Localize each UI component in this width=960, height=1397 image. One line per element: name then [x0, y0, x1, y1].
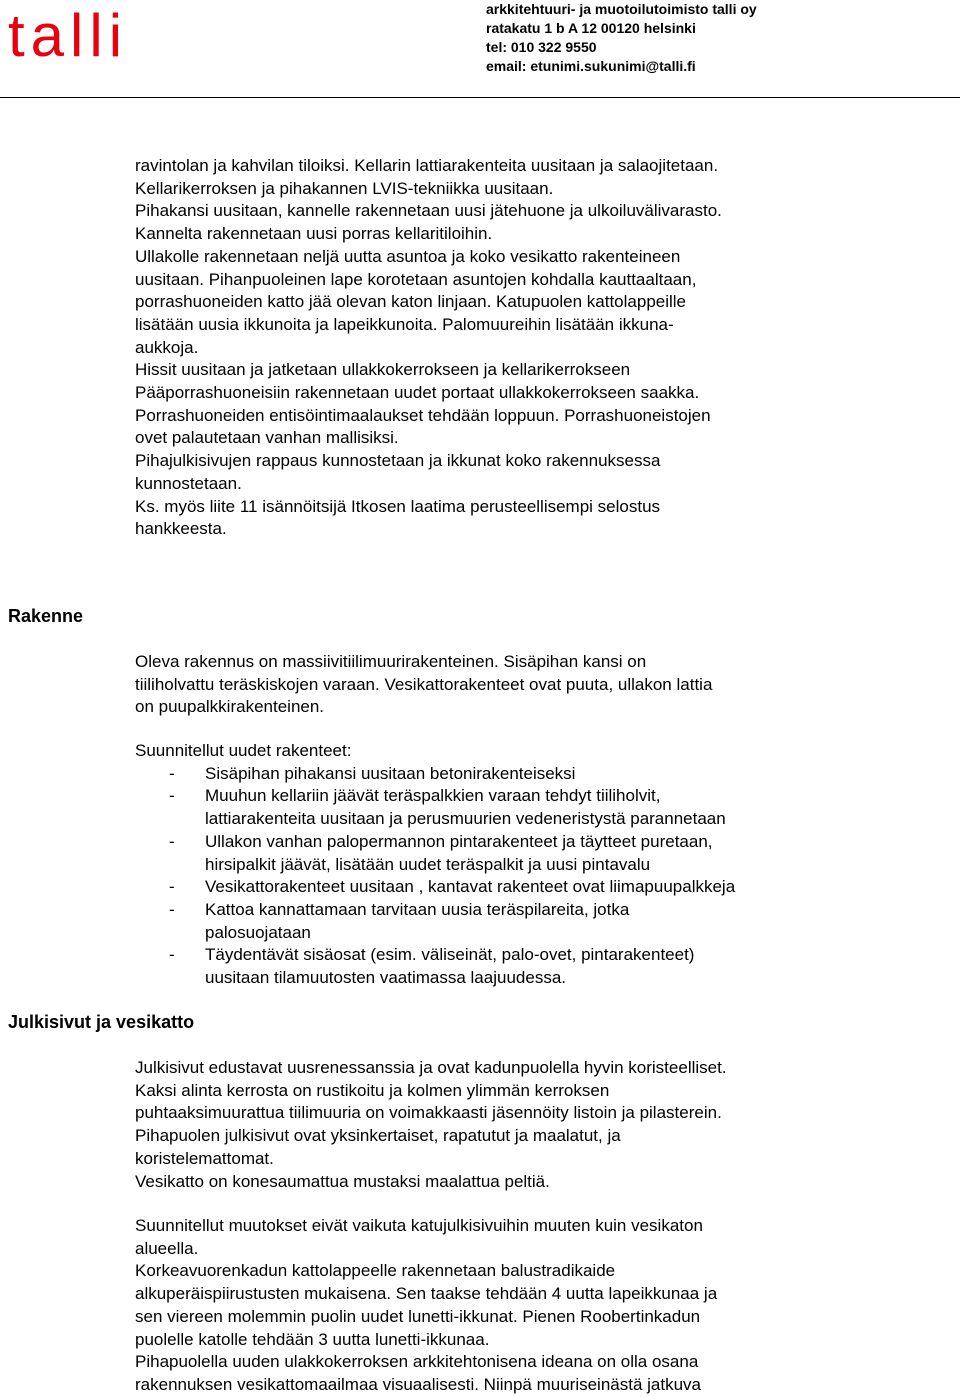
list-item	[135, 763, 950, 786]
text-line: koristelemattomat.	[135, 1148, 274, 1168]
text-line: Hissit uusitaan ja jatketaan ullakkokerrokseen ja kellarikerrokseen	[135, 360, 631, 380]
planned-structures	[135, 740, 950, 990]
text-line: porrashuoneiden katto jää olevan katon linjaan. Katupuolen kattolappeille	[135, 292, 687, 312]
list-item-line: Kattoa kannattamaan tarvitaan uusia teräspilareita, jotka	[205, 899, 630, 919]
text-line: Vesikatto on konesaumattua mustaksi maalattua peltiä.	[135, 1171, 550, 1191]
text-line: puhtaaksimuurattua tiilimuuria on voimakkaasti jäsennöity listoin ja pilasterein.	[135, 1103, 722, 1123]
text-line: ravintolan ja kahvilan tiloiksi. Kellarin lattiarakenteita uusitaan ja salaojitetaan.	[135, 156, 719, 175]
text-line: Korkeavuorenkadun kattolappeelle rakennetaan balustradikaide	[135, 1261, 616, 1281]
list-item-line: Vesikattorakenteet uusitaan , kantavat rakenteet ovat liimapuupalkkeja	[205, 877, 736, 897]
list-item-line: palosuojataan	[205, 922, 311, 942]
text-line: Pihapuolella uuden ulakkokerroksen arkkitehtonisena ideana on olla osana	[135, 1352, 699, 1372]
text-line: tiiliholvattu teräskiskojen varaan. Vesikattorakenteet ovat puuta, ullakon lattia	[135, 674, 713, 694]
list-dash: -	[169, 899, 175, 919]
text-line: rakennuksen vesikattomaailmaa visuaalisesti. Niinpä muuriseinästä jatkuva	[135, 1374, 701, 1394]
text-line: alueella.	[135, 1238, 199, 1258]
company-address: ratakatu 1 b A 12 00120 helsinki	[486, 20, 696, 36]
text-line: ovet palautetaan vanhan mallisiksi.	[135, 428, 399, 448]
list-dash: -	[169, 945, 175, 965]
list-item-line: uusitaan tilamuutosten vaatimassa laajuudessa.	[205, 968, 566, 988]
text-line: uusitaan. Pihanpuoleinen lape korotetaan asuntojen kohdalla kauttaaltaan,	[135, 269, 697, 289]
list-item	[135, 899, 950, 944]
text-line: Ks. myös liite 11 isännöitsijä Itkosen laatima perusteellisempi selostus	[135, 496, 661, 516]
text-line: Porrashuoneiden entisöintimaalaukset tehdään loppuun. Porrashuoneistojen	[135, 405, 711, 425]
text-line: Julkisivut edustavat uusrenessanssia ja ovat kadunpuolella hyvin koristeelliset.	[135, 1058, 727, 1077]
list-item-line: Ullakon vanhan palopermannon pintarakenteet ja täytteet puretaan,	[205, 831, 713, 851]
list-dash: -	[169, 877, 175, 897]
company-name: arkkitehtuuri- ja muotoilutoimisto talli oy	[486, 1, 757, 17]
list-item	[135, 944, 950, 989]
list-item-line: Sisäpihan pihakansi uusitaan betonirakenteiseksi	[205, 763, 576, 783]
text-line: Suunnitellut muutokset eivät vaikuta katujulkisivuihin muuten kuin vesikaton	[135, 1216, 703, 1235]
list-item-line: hirsipalkit jäävät, lisätään uudet teräspalkit ja uusi pintavalu	[205, 854, 651, 874]
text-line: Pääporrashuoneisiin rakennetaan uudet portaat ullakkokerrokseen saakka.	[135, 383, 700, 403]
section-heading-rakenne: Rakenne	[8, 606, 84, 626]
text-line: Ullakolle rakennetaan neljä uutta asuntoa ja koko vesikatto rakenteineen	[135, 246, 681, 266]
text-line: Kaksi alinta kerrosta on rustikoitu ja kolmen ylimmän kerroksen	[135, 1080, 610, 1100]
text-line: lisätään uusia ikkunoita ja lapeikkunoita. Palomuureihin lisätään ikkuna-	[135, 314, 674, 334]
section-heading-julkisivut: Julkisivut ja vesikatto	[8, 1012, 195, 1032]
list-item-line: Muuhun kellariin jäävät teräspalkkien varaan tehdyt tiiliholvit,	[205, 786, 661, 806]
text-line: puolelle katolle tehdään 3 uutta lunetti-ikkunaa.	[135, 1329, 490, 1349]
text-line: Pihakansi uusitaan, kannelle rakennetaan uusi jätehuone ja ulkoiluvälivarasto.	[135, 201, 722, 221]
text-line: Oleva rakennus on massiivitiilimuurirakenteinen. Sisäpihan kansi on	[135, 652, 647, 671]
list-item	[135, 876, 950, 899]
julkisivut-paragraph-2	[135, 1215, 950, 1397]
text-line: alkuperäispiirustusten mukaisena. Sen taakse tehdään 4 uutta lapeikkunaa ja	[135, 1284, 718, 1304]
rakenne-paragraph	[135, 651, 950, 719]
text-line: hankkeesta.	[135, 519, 227, 539]
company-phone: tel: 010 322 9550	[486, 39, 597, 55]
header-divider	[0, 97, 960, 98]
list-item	[135, 785, 950, 830]
intro-paragraph	[135, 155, 950, 541]
text-line: Pihapuolen julkisivut ovat yksinkertaiset, rapatutut ja maalatut, ja	[135, 1126, 621, 1146]
text-line: sen viereen molemmin puolin uudet lunetti-ikkunat. Pienen Roobertinkadun	[135, 1306, 701, 1326]
list-item-line: lattiarakenteita uusitaan ja perusmuurien vedeneristystä parannetaan	[205, 809, 726, 829]
list-item	[135, 831, 950, 876]
company-logo: talli	[8, 2, 129, 69]
text-line: Kellarikerroksen ja pihakannen LVIS-tekniikka uusitaan.	[135, 178, 554, 198]
planned-list	[135, 763, 950, 990]
company-email: email: etunimi.sukunimi@talli.fi	[486, 58, 696, 74]
list-item-line: Täydentävät sisäosat (esim. väliseinät, palo-ovet, pintarakenteet)	[205, 945, 695, 965]
text-line: on puupalkkirakenteinen.	[135, 697, 325, 717]
contact-block	[486, 0, 757, 76]
text-line: Pihajulkisivujen rappaus kunnostetaan ja ikkunat koko rakennuksessa	[135, 451, 661, 471]
list-dash: -	[169, 786, 175, 806]
julkisivut-paragraph-1	[135, 1057, 950, 1193]
text-line: aukkoja.	[135, 337, 199, 357]
planned-title: Suunnitellut uudet rakenteet:	[135, 741, 352, 760]
text-line: Kannelta rakennetaan uusi porras kellaritiloihin.	[135, 224, 493, 244]
list-dash: -	[169, 831, 175, 851]
list-dash: -	[169, 763, 175, 783]
text-line: kunnostetaan.	[135, 473, 242, 493]
